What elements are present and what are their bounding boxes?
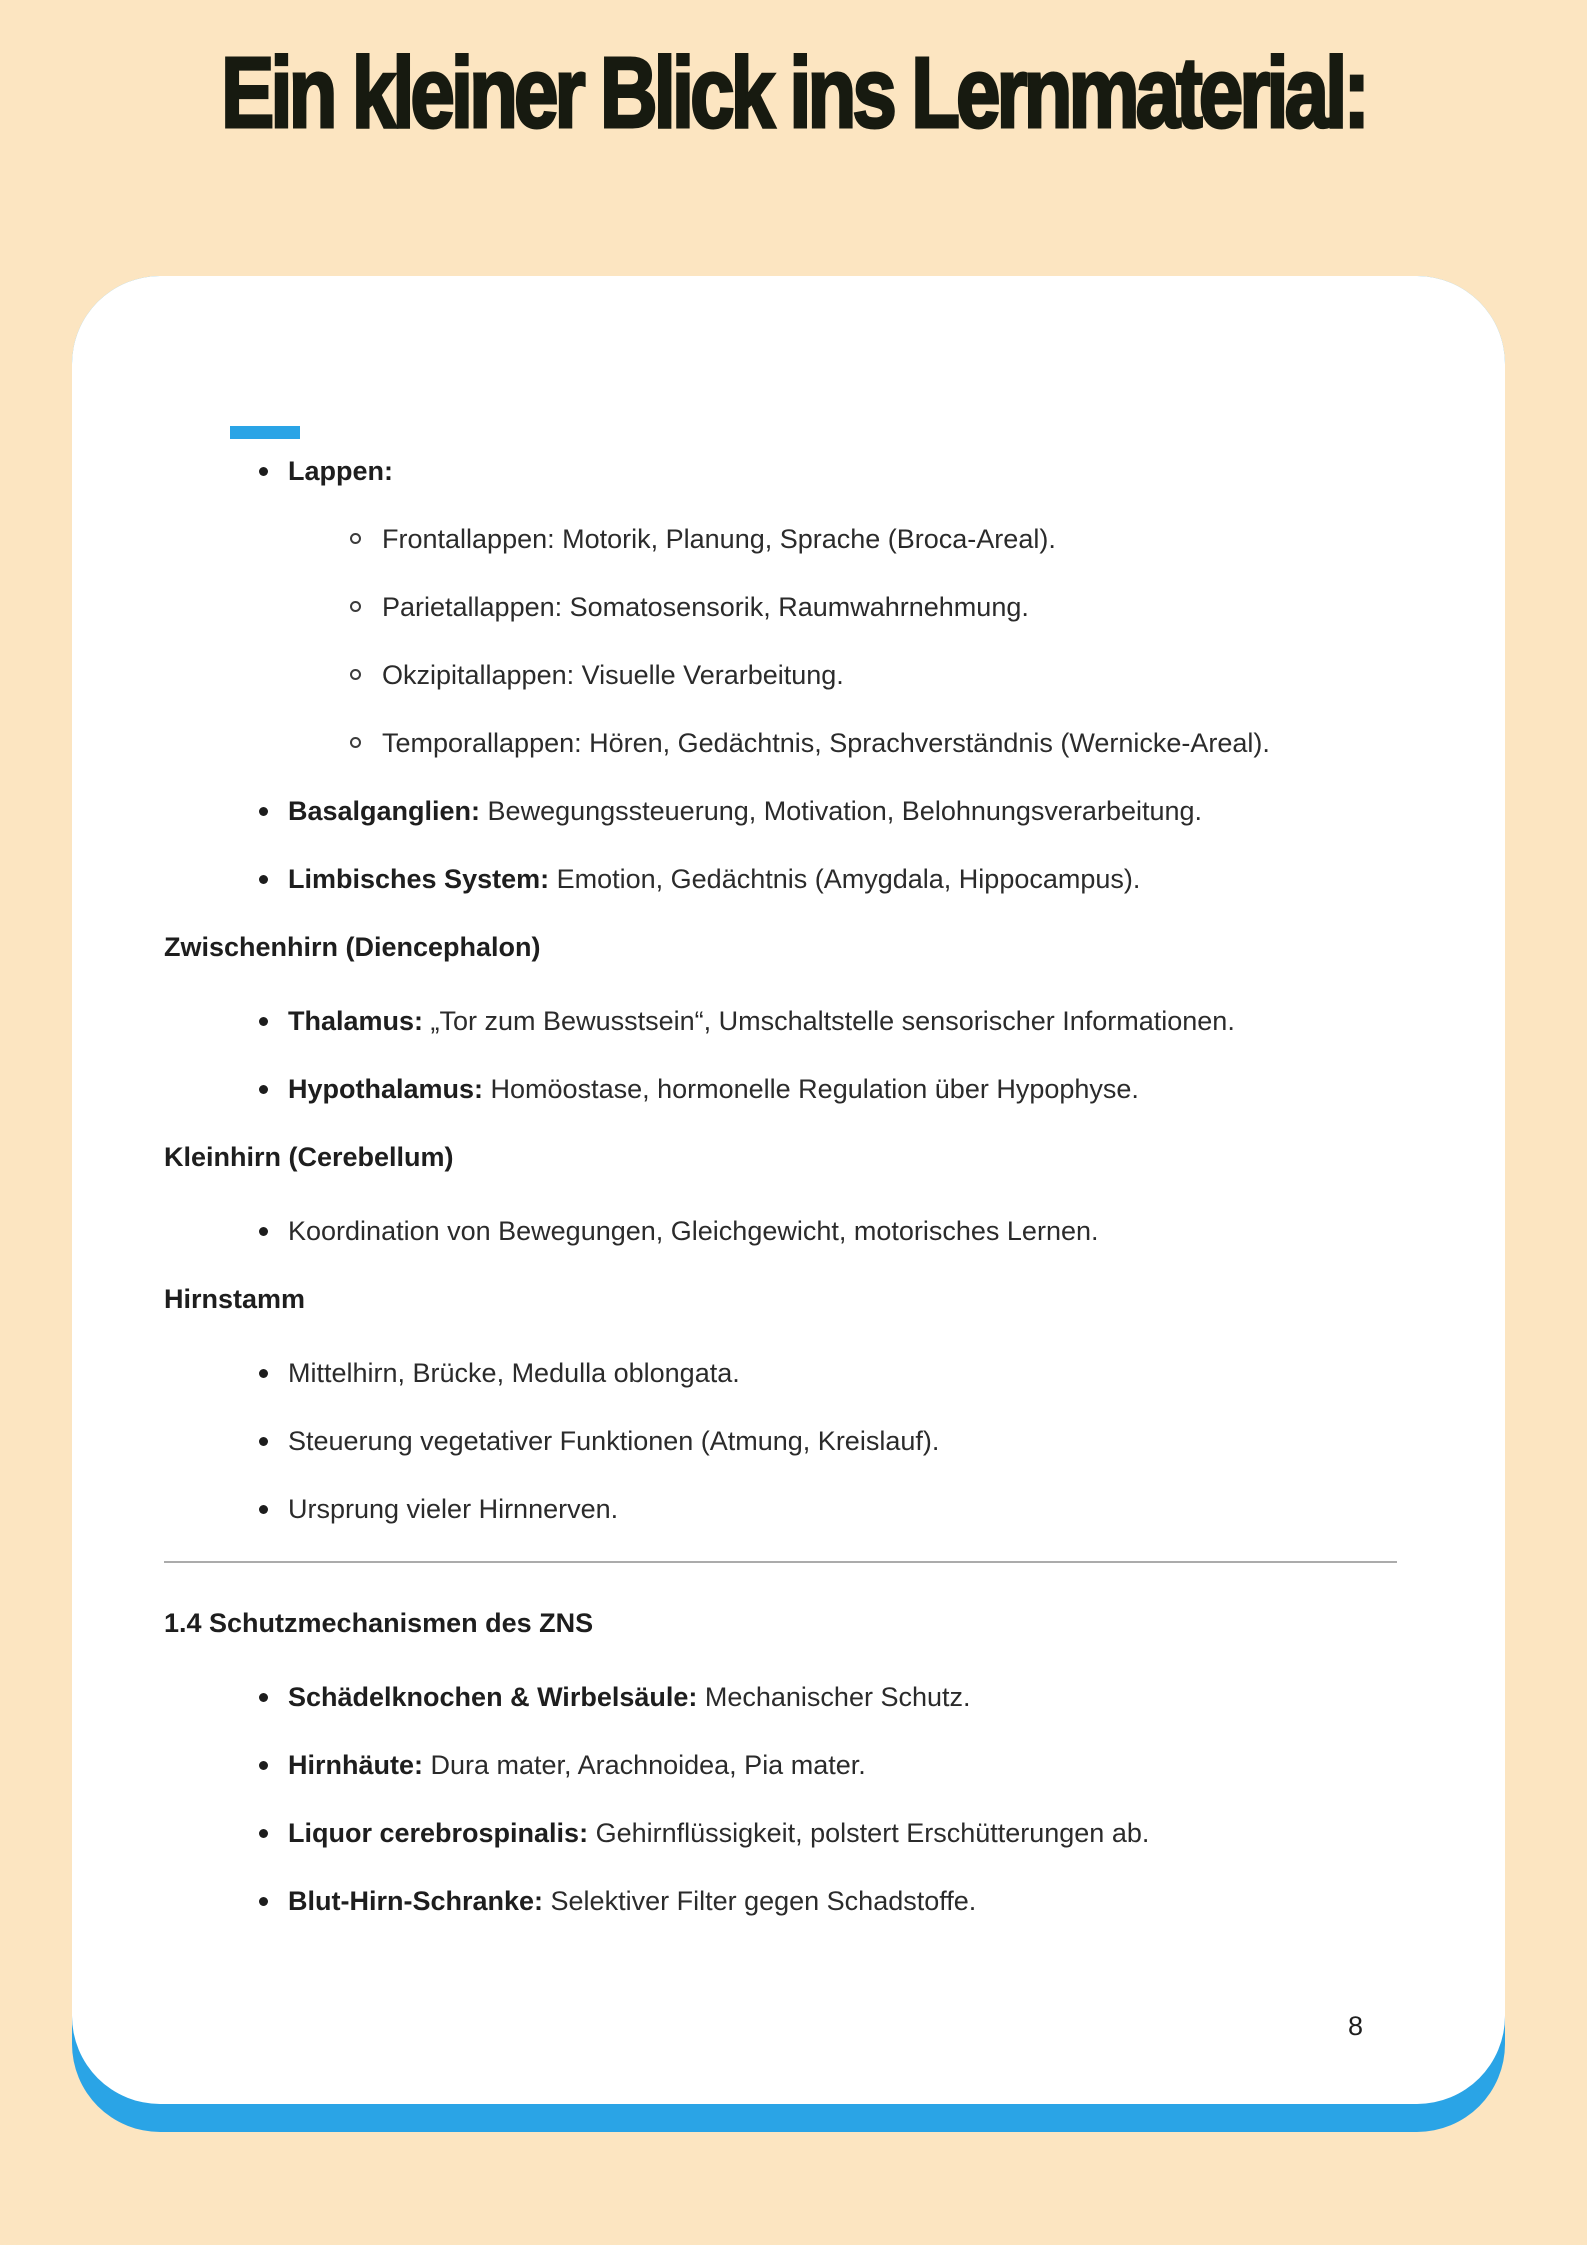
sub-bullet-item (164, 727, 1397, 759)
sub-bullet-item (164, 523, 1397, 555)
bullet-item (164, 1215, 1397, 1247)
sub-bullet-item (164, 591, 1397, 623)
bullet-text: Temporallappen: Hören, Gedächtnis, Sprachverständnis (Wernicke-Areal). (382, 728, 1270, 758)
bullet-lead: Blut-Hirn-Schranke: (288, 1886, 544, 1916)
bullet-text: Mittelhirn, Brücke, Medulla oblongata. (288, 1358, 740, 1388)
page-title: Ein kleiner Blick ins Lernmaterial: (221, 37, 1366, 149)
page-number: 8 (1347, 2011, 1363, 2041)
bullet-text: „Tor zum Bewusstsein“, Umschaltstelle sensorischer Informationen. (423, 1006, 1235, 1036)
bullet-lead: Lappen: (288, 456, 393, 486)
card-content (72, 276, 1505, 1953)
bullet-item (164, 1493, 1397, 1525)
bullet-lead: Basalganglien: (288, 796, 481, 826)
bullet-item (164, 795, 1397, 827)
bullet-text: Frontallappen: Motorik, Planung, Sprache (Broca-Areal). (382, 524, 1056, 554)
bullet-item (164, 1749, 1397, 1781)
bullet-text: Mechanischer Schutz. (697, 1682, 971, 1712)
accent-bar (230, 426, 300, 439)
bullet-text: Bewegungssteuerung, Motivation, Belohnungsverarbeitung. (480, 796, 1203, 826)
section-heading: Kleinhirn (Cerebellum) (164, 1142, 454, 1172)
bullet-text: Parietallappen: Somatosensorik, Raumwahrnehmung. (382, 592, 1029, 622)
bullet-text: Koordination von Bewegungen, Gleichgewicht, motorisches Lernen. (288, 1216, 1099, 1246)
bullet-lead: Thalamus: (288, 1006, 424, 1036)
section-heading: Zwischenhirn (Diencephalon) (164, 932, 541, 962)
bullet-lead: Hirnhäute: (288, 1750, 423, 1780)
bullet-text: Gehirnflüssigkeit, polstert Erschütterungen ab. (588, 1818, 1150, 1848)
bullet-item (164, 1357, 1397, 1389)
bullet-item (164, 1681, 1397, 1713)
section-heading: 1.4 Schutzmechanismen des ZNS (164, 1608, 594, 1638)
section-divider (164, 1561, 1397, 1563)
bullet-text: Ursprung vieler Hirnnerven. (288, 1494, 619, 1524)
bullet-lead: Hypothalamus: (288, 1074, 484, 1104)
bullet-item (164, 1425, 1397, 1457)
bullet-lead: Liquor cerebrospinalis: (288, 1818, 589, 1848)
bullet-text: Okzipitallappen: Visuelle Verarbeitung. (382, 660, 844, 690)
bullet-text: Dura mater, Arachnoidea, Pia mater. (423, 1750, 866, 1780)
bullet-item (164, 1005, 1397, 1037)
bullet-item (164, 1885, 1397, 1917)
bullet-text: Selektiver Filter gegen Schadstoffe. (543, 1886, 977, 1916)
bullet-text: Steuerung vegetativer Funktionen (Atmung, Kreislauf). (288, 1426, 940, 1456)
card-white-area (72, 276, 1505, 2104)
content-card (72, 276, 1505, 2132)
bullet-text: Emotion, Gedächtnis (Amygdala, Hippocampus). (549, 864, 1141, 894)
bullet-lead: Schädelknochen & Wirbelsäule: (288, 1682, 698, 1712)
sub-bullet-item (164, 659, 1397, 691)
section-heading: Hirnstamm (164, 1284, 306, 1314)
bullet-text: Homöostase, hormonelle Regulation über Hypophyse. (483, 1074, 1139, 1104)
bullet-item (164, 863, 1397, 895)
bullet-item (164, 1073, 1397, 1105)
bullet-lead: Limbisches System: (288, 864, 550, 894)
bullet-item (164, 455, 1397, 487)
bullet-item (164, 1817, 1397, 1849)
